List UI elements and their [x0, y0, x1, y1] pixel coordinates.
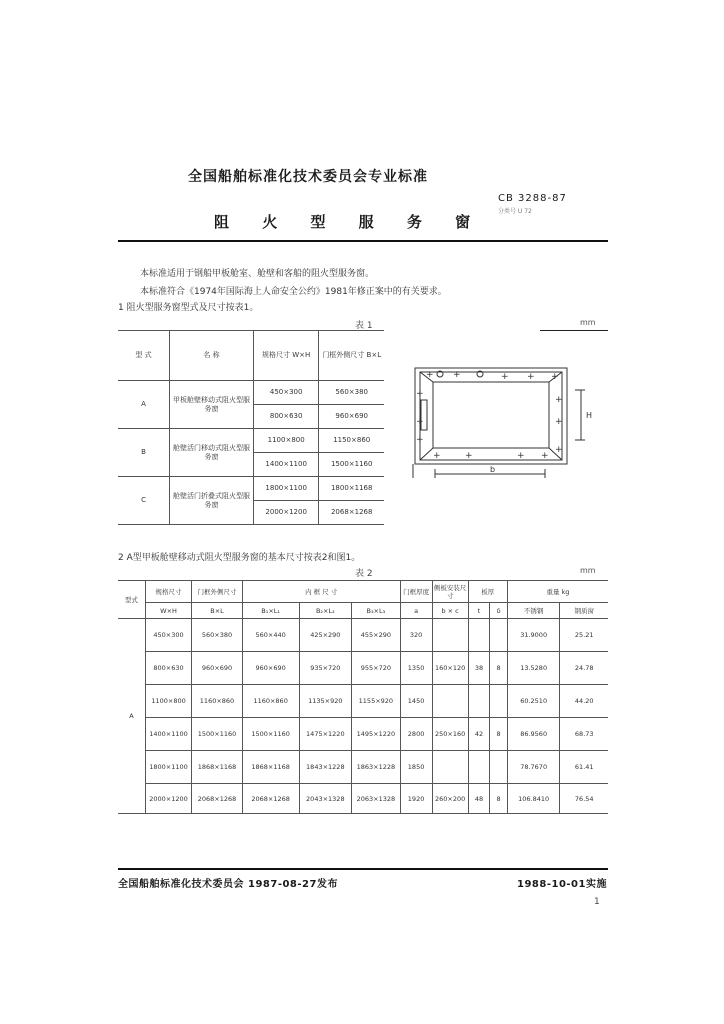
table2-cell: 38 [468, 652, 490, 685]
table2-subheader: B₃×L₃ [352, 603, 400, 619]
table2-cell: 31.9000 [507, 619, 560, 652]
table2-cell: 1868×1168 [242, 751, 299, 784]
table2-cell: 425×290 [299, 619, 352, 652]
fastener-mark: + [501, 372, 509, 382]
intro-line-1: 本标准适用于钢船甲板舱室、舱壁和客船的阻火型服务窗。 [140, 269, 375, 279]
table2-cell [432, 619, 468, 652]
table2-caption: 表 2 [355, 569, 373, 579]
table2-cell: 1863×1228 [352, 751, 400, 784]
table2-cell: 2800 [400, 718, 432, 751]
table1-cell: 1100×800 [253, 429, 319, 453]
table2-subheader: B₁×L₁ [242, 603, 299, 619]
fastener-mark: + [555, 395, 563, 405]
table1-cell: 2000×1200 [253, 501, 319, 525]
table2-cell: 1100×800 [145, 685, 191, 718]
table2-cell: 960×690 [192, 652, 243, 685]
table2-cell: 960×690 [242, 652, 299, 685]
table2-cell: 1160×860 [242, 685, 299, 718]
table2-cell: 61.41 [560, 751, 608, 784]
table1-cell: 1150×860 [319, 429, 384, 453]
table2-cell: 1160×860 [192, 685, 243, 718]
window-frame-figure [405, 362, 600, 492]
table2-subheader: b × c [432, 603, 468, 619]
table2-cell: 42 [468, 718, 490, 751]
table2-cell: 1400×1100 [145, 718, 191, 751]
figure-dim-b: b [490, 465, 496, 474]
table2-subheader: B₂×L₂ [299, 603, 352, 619]
table2-cell [432, 685, 468, 718]
table1-name-b: 舱壁活门移动式阻火型服务窗 [170, 429, 254, 477]
table1-cell: 450×300 [253, 381, 319, 405]
intro-line-2: 本标准符合《1974年国际海上人命安全公约》1981年修正案中的有关要求。 [140, 287, 447, 297]
table1-header-spec: 规格尺寸 W×H [253, 331, 319, 381]
table2-cell: 1155×920 [352, 685, 400, 718]
table1-cell: 800×630 [253, 405, 319, 429]
table1-cell: 2068×1268 [319, 501, 384, 525]
table2-header-thick: 板厚 [468, 581, 507, 603]
table2-cell: 260×200 [432, 784, 468, 814]
table2-cell: 8 [490, 784, 508, 814]
table1-name-a: 甲板舱壁移动式阻火型服务窗 [170, 381, 254, 429]
effective-date: 1988-10-01实施 [517, 879, 607, 890]
table2-cell: 8 [490, 718, 508, 751]
table1-cell: 1800×1168 [319, 477, 384, 501]
table2-cell: 1500×1160 [192, 718, 243, 751]
table2-cell: 2068×1268 [242, 784, 299, 814]
table1-name-c: 舱壁活门折叠式阻火型服务窗 [170, 477, 254, 525]
table2-cell: 25.21 [560, 619, 608, 652]
fastener-mark: + [433, 451, 441, 461]
fastener-mark: + [551, 372, 559, 382]
table2-cell: 455×290 [352, 619, 400, 652]
table1-cell: 1500×1160 [319, 453, 384, 477]
table2-header-hinge: 侧板安装尺寸 [432, 581, 468, 603]
table2-cell: 1500×1160 [242, 718, 299, 751]
table2-cell [490, 619, 508, 652]
table2-cell: 250×160 [432, 718, 468, 751]
standard-classification: 分类号 U 72 [498, 208, 532, 215]
table2-type-a: A [118, 619, 145, 814]
table1-type-c: C [118, 477, 170, 525]
inner-frame [433, 382, 549, 448]
header-rule [118, 240, 608, 242]
table2-unit: mm [580, 566, 596, 575]
table2-cell: 1843×1228 [299, 751, 352, 784]
table2-subheader: B×L [192, 603, 243, 619]
table2-cell: 1868×1168 [192, 751, 243, 784]
table2-header-type: 型式 [118, 581, 145, 619]
table1-unit-rule [540, 330, 608, 331]
organization-header: 全国船舶标准化技术委员会专业标准 [188, 169, 428, 185]
table2-header-gap: 门框厚度 [400, 581, 432, 603]
table2-cell: 86.9560 [507, 718, 560, 751]
table1-unit: mm [580, 318, 596, 327]
table2-cell: 800×630 [145, 652, 191, 685]
table1-header-name: 名 称 [170, 331, 254, 381]
table2-cell: 44.20 [560, 685, 608, 718]
table1-cell: 1800×1100 [253, 477, 319, 501]
table2-cell: 1850 [400, 751, 432, 784]
table2-cell: 60.2510 [507, 685, 560, 718]
table2-cell: 24.78 [560, 652, 608, 685]
table2-cell: 2043×1328 [299, 784, 352, 814]
fastener-mark: + [465, 451, 473, 461]
table2-cell: 1350 [400, 652, 432, 685]
table2-cell: 320 [400, 619, 432, 652]
table1-header-outer: 门框外侧尺寸 B×L [319, 331, 384, 381]
table2 [118, 580, 608, 814]
table2-cell: 160×120 [432, 652, 468, 685]
table2-cell: 560×380 [192, 619, 243, 652]
table2-cell: 935×720 [299, 652, 352, 685]
footer-rule [118, 868, 608, 870]
intro-line-3: 1 阻火型服务窗型式及尺寸按表1。 [118, 303, 259, 313]
table2-header-weight: 重量 kg [507, 581, 608, 603]
table1-type-b: B [118, 429, 170, 477]
table1-header-type: 型 式 [118, 331, 170, 381]
table2-cell: 78.7670 [507, 751, 560, 784]
fastener-mark: + [517, 451, 525, 461]
table2-subheader: a [400, 603, 432, 619]
table2-cell: 48 [468, 784, 490, 814]
table2-subheader: 钢质窗 [560, 603, 608, 619]
table1-cell: 1400×1100 [253, 453, 319, 477]
fastener-mark: + [527, 372, 535, 382]
fastener-mark: + [416, 389, 424, 399]
figure-dim-h: H [586, 411, 593, 420]
document-title: 阻 火 型 服 务 窗 [214, 213, 485, 231]
table2-cell: 955×720 [352, 652, 400, 685]
table2-cell: 1495×1220 [352, 718, 400, 751]
table2-cell: 1475×1220 [299, 718, 352, 751]
table2-cell: 2000×1200 [145, 784, 191, 814]
table2-cell: 1135×920 [299, 685, 352, 718]
table2-cell [468, 685, 490, 718]
table1-cell: 560×380 [319, 381, 384, 405]
table2-cell [468, 751, 490, 784]
fastener-mark: + [555, 417, 563, 427]
table2-cell: 1800×1100 [145, 751, 191, 784]
table2-cell: 68.73 [560, 718, 608, 751]
table2-cell [490, 685, 508, 718]
fastener-mark: + [426, 370, 434, 380]
fastener-mark: + [453, 370, 461, 380]
fastener-mark: + [555, 445, 563, 455]
table2-cell: 13.5280 [507, 652, 560, 685]
table2-cell: 450×300 [145, 619, 191, 652]
table2-cell [490, 751, 508, 784]
table1-caption: 表 1 [355, 321, 373, 331]
table2-cell: 1920 [400, 784, 432, 814]
section2-text: 2 A型甲板舱壁移动式阻火型服务窗的基本尺寸按表2和图1。 [118, 553, 361, 563]
table2-header-inner: 内 框 尺 寸 [242, 581, 400, 603]
table2-cell: 106.8410 [507, 784, 560, 814]
fastener-mark: + [416, 417, 424, 427]
table2-subheader: δ [490, 603, 508, 619]
table1-type-a: A [118, 381, 170, 429]
table2-subheader: 不锈钢 [507, 603, 560, 619]
table2-cell [432, 751, 468, 784]
table2-cell: 560×440 [242, 619, 299, 652]
table2-cell [468, 619, 490, 652]
table2-subheader: t [468, 603, 490, 619]
outer-frame-inner-edge [420, 372, 562, 460]
table2-cell: 1450 [400, 685, 432, 718]
standard-code: CB 3288-87 [498, 193, 567, 204]
table2-cell: 8 [490, 652, 508, 685]
page-number: 1 [594, 897, 600, 907]
fastener-mark: + [541, 451, 549, 461]
table2-subheader: W×H [145, 603, 191, 619]
table2-cell: 2068×1268 [192, 784, 243, 814]
table1-cell: 960×690 [319, 405, 384, 429]
publish-date: 全国船舶标准化技术委员会 1987-08-27发布 [118, 879, 338, 890]
table2-cell: 76.54 [560, 784, 608, 814]
table2-header-outer: 门框外侧尺寸 [192, 581, 243, 603]
table2-header-spec: 规格尺寸 [145, 581, 191, 603]
table1 [118, 330, 384, 525]
table2-cell: 2063×1328 [352, 784, 400, 814]
fastener-mark: + [416, 435, 424, 445]
